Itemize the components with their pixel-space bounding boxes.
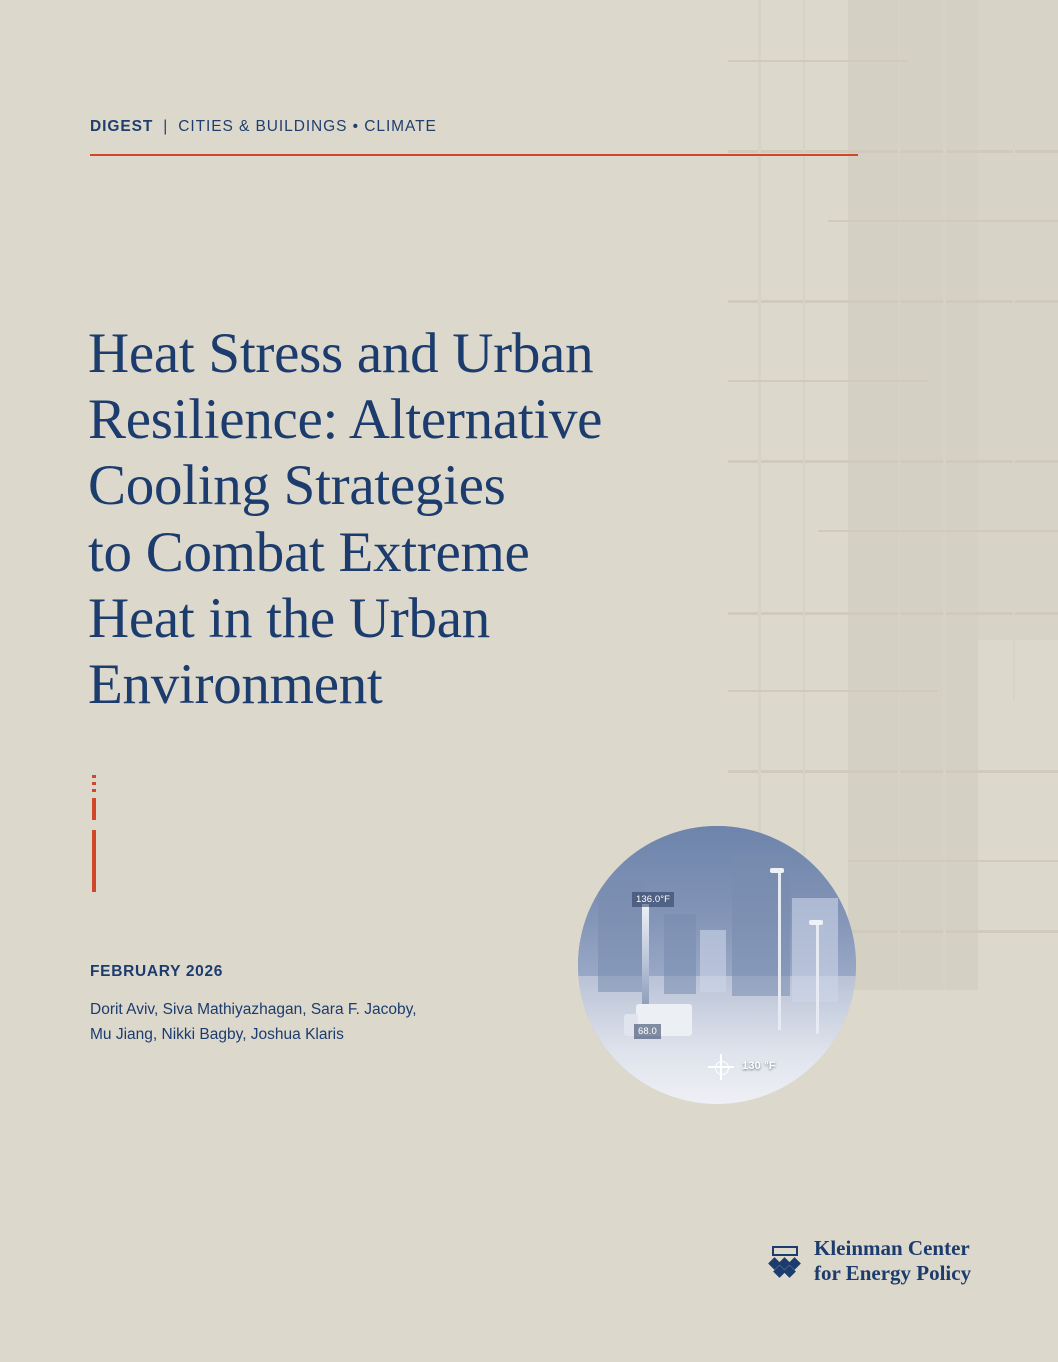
title-line: Heat in the Urban	[88, 586, 490, 650]
kleinman-center-logo	[768, 1236, 971, 1286]
kicker-type: DIGEST	[90, 118, 154, 135]
publication-meta	[90, 963, 550, 1047]
thermal-scale-max-label: 136.0°F	[632, 892, 674, 907]
kicker	[90, 118, 858, 136]
title-line: Resilience: Alternative	[88, 388, 603, 452]
page-title	[88, 321, 768, 718]
title-line: to Combat Extreme	[88, 520, 530, 584]
logo-line-1: Kleinman Center	[814, 1236, 970, 1260]
thermal-scale-min-label: 68.0	[634, 1024, 661, 1039]
thermal-reading: 130 °F	[742, 1060, 776, 1072]
thermal-building	[732, 856, 790, 996]
thermal-building	[664, 914, 696, 994]
publication-date: FEBRUARY 2026	[90, 963, 224, 980]
logo-wordmark	[814, 1236, 971, 1286]
logo-line-2: for Energy Policy	[814, 1260, 972, 1285]
authors	[90, 997, 550, 1047]
thermal-light-pole	[778, 870, 781, 1030]
title-line: Cooling Strategies	[88, 454, 506, 518]
kicker-separator: |	[163, 118, 169, 135]
cover-thermal-image	[578, 826, 856, 1104]
thermal-building	[792, 898, 838, 1002]
penn-shield-icon	[768, 1244, 802, 1278]
accent-marker	[92, 775, 96, 892]
thermal-building	[700, 930, 726, 992]
thermal-light-pole	[816, 922, 819, 1034]
thermal-lamp-head	[809, 920, 823, 925]
header-rule	[90, 154, 858, 156]
document-header	[90, 118, 858, 156]
authors-line: Mu Jiang, Nikki Bagby, Joshua Klaris	[90, 1026, 344, 1044]
kicker-categories: CITIES & BUILDINGS • CLIMATE	[178, 118, 437, 135]
thermal-lamp-head	[770, 868, 784, 873]
authors-line: Dorit Aviv, Siva Mathiyazhagan, Sara F. Jacoby,	[90, 1001, 417, 1018]
title-line: Heat Stress and Urban	[88, 322, 594, 386]
title-line: Environment	[88, 652, 383, 716]
thermal-crosshair-icon	[708, 1054, 734, 1080]
